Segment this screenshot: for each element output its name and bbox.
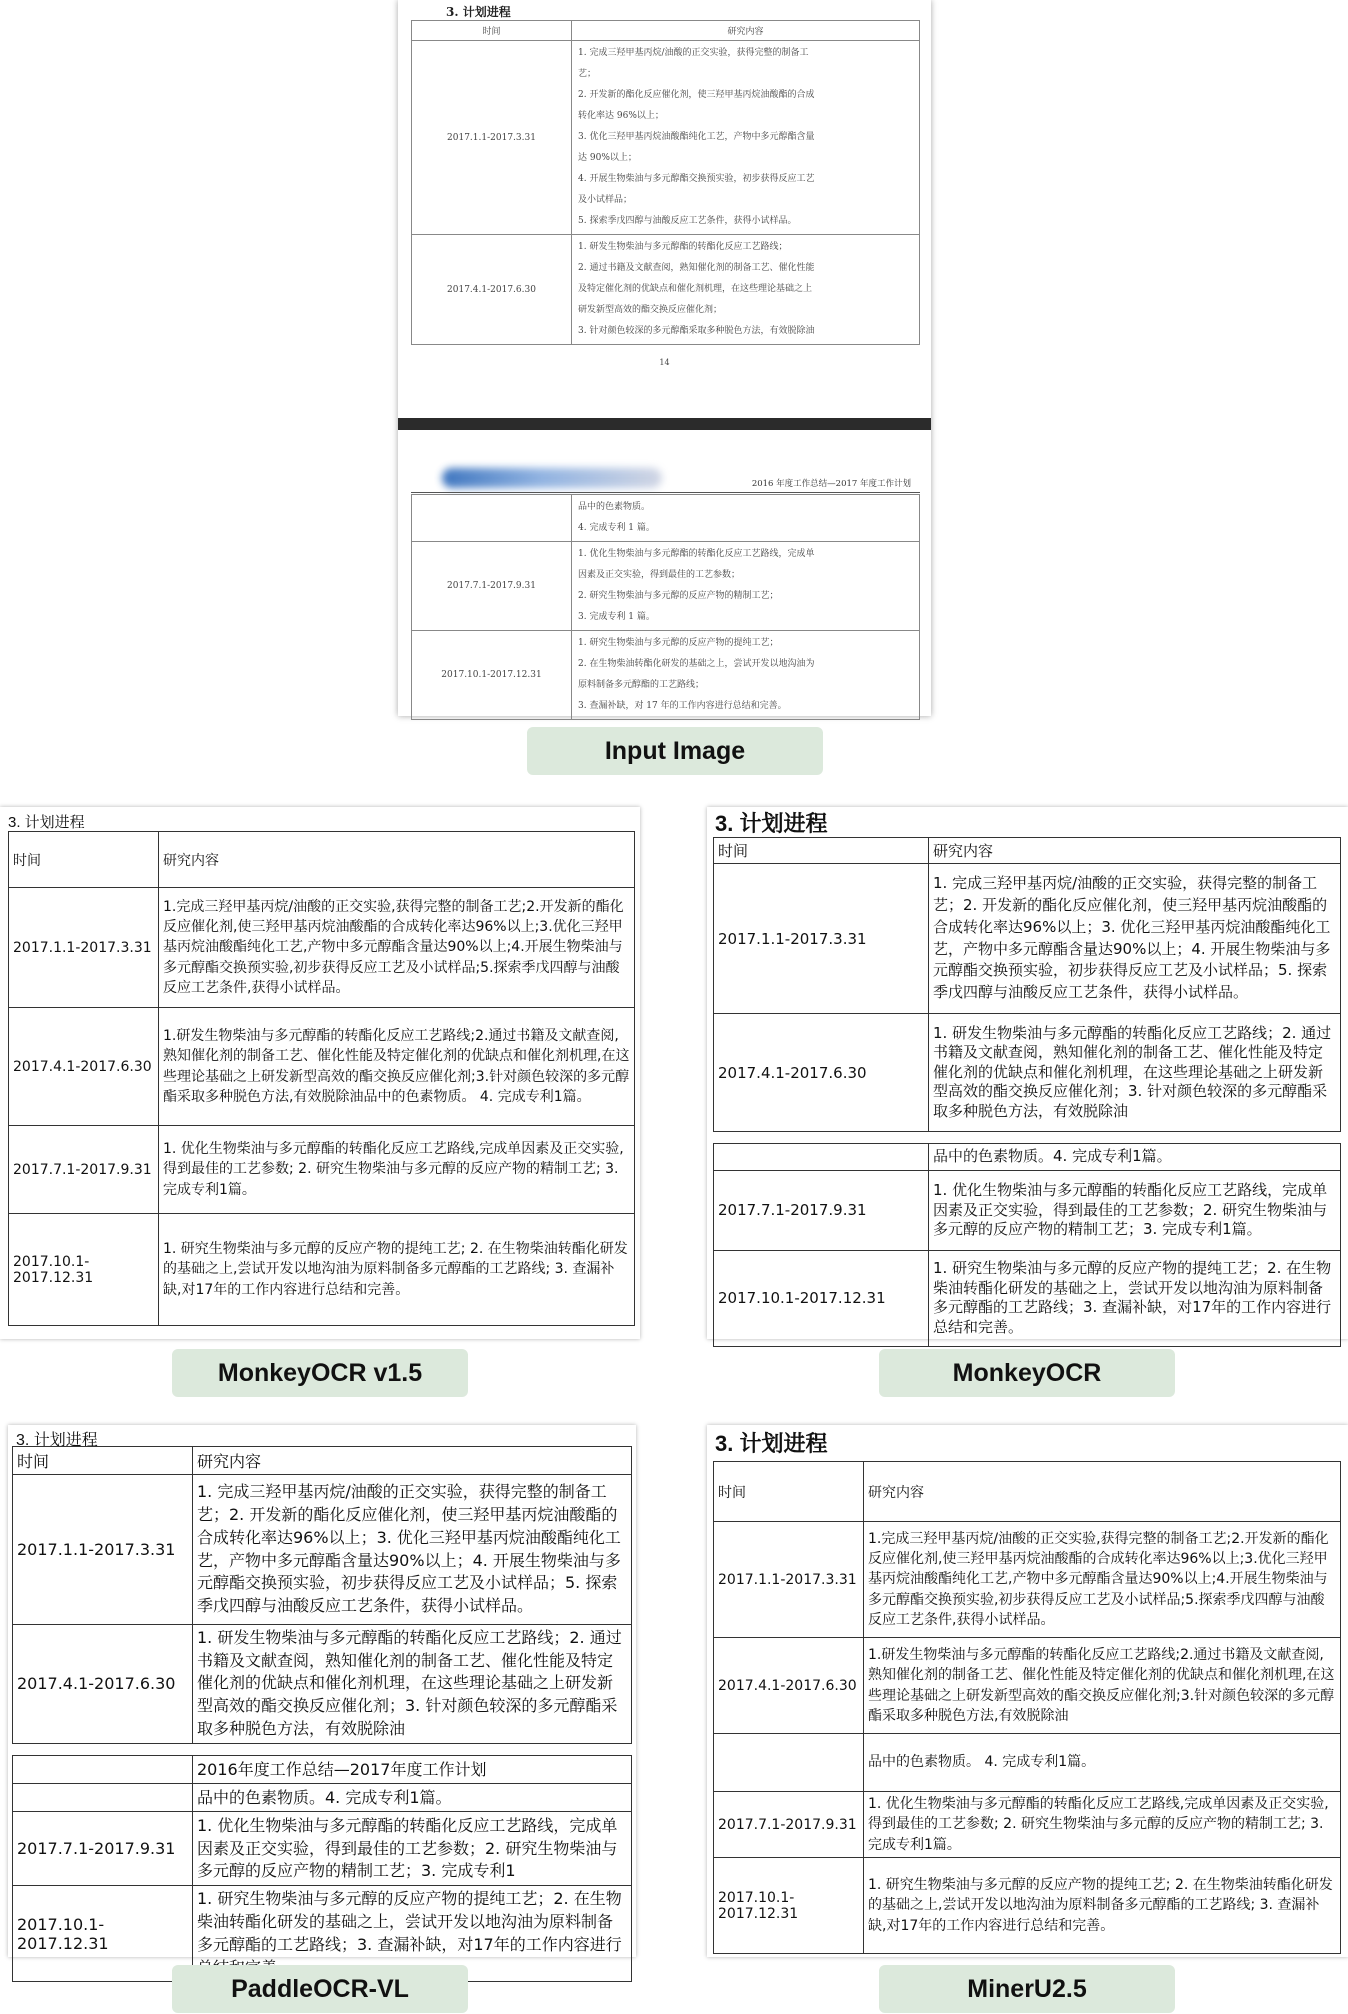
col-time: 时间: [714, 1462, 864, 1522]
scan-time-cell: 2017.7.1-2017.9.31: [412, 542, 572, 631]
col-time: 时间: [13, 1447, 193, 1475]
time-cell: 2017.4.1-2017.6.30: [9, 1008, 159, 1126]
table-row: [13, 1784, 632, 1812]
scan-row: [412, 631, 920, 720]
table-header-row: [714, 838, 1341, 864]
content-cell: 品中的色素物质。 4. 完成专利1篇。: [864, 1734, 1341, 1792]
scan-col-time: 时间: [412, 21, 572, 41]
time-cell: 2017.1.1-2017.3.31: [714, 864, 929, 1014]
time-cell: 2017.1.1-2017.3.31: [13, 1475, 193, 1625]
content-cell: 品中的色素物质。4. 完成专利1篇。: [193, 1784, 632, 1812]
panel-monkeyocr: [707, 807, 1348, 1339]
scan-text-line: 1. 研发生物柴油与多元醇酯的转酯化反应工艺路线；: [578, 242, 788, 252]
content-cell: 1. 研究生物柴油与多元醇的反应产物的提纯工艺; 2. 在生物柴油转酯化研发的基础之上,尝试开发以地沟油为原料制备多元醇酯的工艺路线; 3. 查漏补缺,对17年的工作内容进行总结和完善。: [159, 1214, 635, 1326]
panel-mineru25: [707, 1425, 1348, 1957]
label-monkeyocr: MonkeyOCR: [879, 1349, 1175, 1397]
scan-content-cell: [572, 41, 920, 235]
scan-time-cell: 2017.4.1-2017.6.30: [412, 235, 572, 345]
table-row: [714, 1522, 1341, 1638]
scan-header-row: [412, 21, 920, 41]
content-cell: 1.研发生物柴油与多元醇酯的转酯化反应工艺路线;2.通过书籍及文献查阅,熟知催化剂的制备工艺、催化性能及特定催化剂的优缺点和催化剂机理,在这些理论基础之上研发新型高效的酯交换反应催化剂;3.针对颜色较深的多元醇酯采取多种脱色方法,有效脱除油品中的色素物质。 4. 完成专利1篇。: [159, 1008, 635, 1126]
table-header-row: [13, 1447, 632, 1475]
table-row: [9, 1126, 635, 1214]
content-cell: 1. 研究生物柴油与多元醇的反应产物的提纯工艺; 2. 在生物柴油转酯化研发的基础之上,尝试开发以地沟油为原料制备多元醇酯的工艺路线; 3. 查漏补缺,对17年的工作内容进行总结和完善。: [864, 1858, 1341, 1954]
time-cell: 2017.1.1-2017.3.31: [9, 888, 159, 1008]
time-cell: 2017.4.1-2017.6.30: [714, 1638, 864, 1734]
result-table-2: [12, 1755, 632, 1982]
scan-text-line: 3. 完成专利 1 篇。: [578, 612, 655, 622]
table-row: [714, 864, 1341, 1014]
scan-page-1: [398, 0, 931, 416]
scan-row: [412, 495, 920, 542]
table-row: [714, 1858, 1341, 1954]
result-table-2: [713, 1143, 1341, 1347]
content-cell: 1.完成三羟甲基丙烷/油酸的正交实验,获得完整的制备工艺;2.开发新的酯化反应催化剂,使三羟甲基丙烷油酸酯的合成转化率达96%以上;3.优化三羟甲基丙烷油酸酯纯化工艺,产物中多元醇酯含量达90%以上;4.开展生物柴油与多元醇酯交换预实验,初步获得反应工艺及小试样品;5.探索季戊四醇与油酸反应工艺条件,获得小试样品。: [864, 1522, 1341, 1638]
content-cell: 品中的色素物质。4. 完成专利1篇。: [929, 1144, 1341, 1171]
time-cell: 2017.7.1-2017.9.31: [714, 1170, 929, 1250]
scan-content-cell: [572, 631, 920, 720]
content-cell: 1.完成三羟甲基丙烷/油酸的正交实验,获得完整的制备工艺;2.开发新的酯化反应催化剂,使三羟甲基丙烷油酸酯的合成转化率达96%以上;3.优化三羟甲基丙烷油酸酯纯化工艺,产物中多元醇酯含量达90%以上;4.开展生物柴油与多元醇酯交换预实验,初步获得反应工艺及小试样品;5.探索季戊四醇与油酸反应工艺条件,获得小试样品。: [159, 888, 635, 1008]
header-rule: [411, 492, 920, 493]
col-content: 研究内容: [159, 832, 635, 888]
result-table: [713, 1461, 1341, 1954]
time-cell: 2017.7.1-2017.9.31: [714, 1792, 864, 1858]
panel-paddleocr-vl: [8, 1425, 636, 1957]
result-table: [8, 831, 635, 1326]
time-cell: [13, 1784, 193, 1812]
col-content: 研究内容: [193, 1447, 632, 1475]
table-row: [714, 1792, 1341, 1858]
scan-text-line: 4. 完成专利 1 篇。: [578, 523, 655, 533]
panel-monkeyocr-v15: [0, 807, 640, 1339]
scan-row: [412, 542, 920, 631]
scan-text-line: 品中的色素物质。: [578, 502, 651, 512]
scan-text-line: 2. 研究生物柴油与多元醇的反应产物的精制工艺；: [578, 591, 779, 601]
col-time: 时间: [9, 832, 159, 888]
scan-row: [412, 235, 920, 345]
table-row: [714, 1144, 1341, 1171]
input-image: [398, 0, 931, 716]
scan-text-line: 1. 研究生物柴油与多元醇的反应产物的提纯工艺；: [578, 638, 779, 648]
page-divider: [398, 418, 931, 430]
scan-time-cell: 2017.10.1-2017.12.31: [412, 631, 572, 720]
time-cell: 2017.7.1-2017.9.31: [9, 1126, 159, 1214]
table-row: [13, 1475, 632, 1625]
time-cell: 2017.10.1-2017.12.31: [9, 1214, 159, 1326]
label-monkeyocr-v15: MonkeyOCR v1.5: [172, 1349, 468, 1397]
time-cell: 2017.7.1-2017.9.31: [13, 1812, 193, 1886]
panel-title: 3. 计划进程: [8, 814, 85, 831]
content-cell: 1. 完成三羟甲基丙烷/油酸的正交实验，获得完整的制备工艺；2. 开发新的酯化反应催化剂，使三羟甲基丙烷油酸酯的合成转化率达96%以上；3. 优化三羟甲基丙烷油酸酯纯化工艺，产物中多元醇酯含量达90%以上；4. 开展生物柴油与多元醇酯交换预实验，初步获得反应工艺及小试样品；5. 探索季戊四醇与油酸反应工艺条件，获得小试样品。: [929, 864, 1341, 1014]
scan-running-header: 2016 年度工作总结—2017 年度工作计划: [751, 479, 911, 489]
scan-text-line: 1. 完成三羟甲基丙烷/油酸的正交实验，获得完整的制备工: [578, 48, 809, 58]
scan-text-line: 研发新型高效的酯交换反应催化剂；: [578, 305, 723, 315]
time-cell: [714, 1734, 864, 1792]
table-row: [13, 1812, 632, 1886]
label-mineru25: MinerU2.5: [879, 1965, 1175, 2013]
scan-content-cell: [572, 235, 920, 345]
table-row: [714, 1170, 1341, 1250]
scan-text-line: 因素及正交实验，得到最佳的工艺参数；: [578, 570, 741, 580]
col-time: 时间: [714, 838, 929, 864]
scan-text-line: 4. 开展生物柴油与多元醇酯交换预实验，初步获得反应工艺: [578, 174, 815, 184]
table-header-row: [714, 1462, 1341, 1522]
table-row: [9, 888, 635, 1008]
content-cell: 1. 研究生物柴油与多元醇的反应产物的提纯工艺；2. 在生物柴油转酯化研发的基础之上，尝试开发以地沟油为原料制备多元醇酯的工艺路线；3. 查漏补缺，对17年的工作内容进行总结和完善。: [929, 1250, 1341, 1346]
table-row: [9, 1214, 635, 1326]
scan-row: [412, 41, 920, 235]
scan-page-2: [398, 432, 931, 716]
content-cell: 1. 优化生物柴油与多元醇酯的转酯化反应工艺路线，完成单因素及正交实验，得到最佳的工艺参数；2. 研究生物柴油与多元醇的反应产物的精制工艺；3. 完成专利1篇。: [929, 1170, 1341, 1250]
scan-text-line: 达 90%以上；: [578, 153, 637, 163]
label-input-image: Input Image: [527, 727, 823, 775]
time-cell: 2017.10.1-2017.12.31: [714, 1250, 929, 1346]
table-row: [714, 1734, 1341, 1792]
scan-section-title: 3. 计划进程: [446, 5, 511, 19]
time-cell: 2017.4.1-2017.6.30: [13, 1625, 193, 1744]
content-cell: 1. 优化生物柴油与多元醇酯的转酯化反应工艺路线,完成单因素及正交实验,得到最佳的工艺参数; 2. 研究生物柴油与多元醇的反应产物的精制工艺; 3. 完成专利1篇。: [864, 1792, 1341, 1858]
scan-col-content: 研究内容: [572, 21, 920, 41]
scan-text-line: 2. 开发新的酯化反应催化剂，使三羟甲基丙烷油酸酯的合成: [578, 90, 815, 100]
content-cell: 1. 研发生物柴油与多元醇酯的转酯化反应工艺路线；2. 通过书籍及文献查阅，熟知催化剂的制备工艺、催化性能及特定催化剂的优缺点和催化剂机理，在这些理论基础之上研发新型高效的酯交换反应催化剂；3. 针对颜色较深的多元醇酯采取多种脱色方法，有效脱除油: [193, 1625, 632, 1744]
col-content: 研究内容: [864, 1462, 1341, 1522]
scan-time-cell: 2017.1.1-2017.3.31: [412, 41, 572, 235]
table-row: [714, 1638, 1341, 1734]
scan-table-1: [411, 20, 920, 345]
table-row: [714, 1014, 1341, 1132]
table-row: [13, 1625, 632, 1744]
panel-title: 3. 计划进程: [16, 1432, 98, 1449]
time-cell: 2017.1.1-2017.3.31: [714, 1522, 864, 1638]
scan-content-cell: [572, 495, 920, 542]
scan-text-line: 2. 通过书籍及文献查阅，熟知催化剂的制备工艺、催化性能: [578, 263, 815, 273]
content-cell: 1.研发生物柴油与多元醇酯的转酯化反应工艺路线;2.通过书籍及文献查阅,熟知催化剂的制备工艺、催化性能及特定催化剂的优缺点和催化剂机理,在这些理论基础之上研发新型高效的酯交换反应催化剂;3.针对颜色较深的多元醇酯采取多种脱色方法,有效脱除油: [864, 1638, 1341, 1734]
time-cell: [13, 1756, 193, 1784]
scan-text-line: 1. 优化生物柴油与多元醇酯的转酯化反应工艺路线，完成单: [578, 549, 815, 559]
time-cell: 2017.10.1-2017.12.31: [13, 1886, 193, 1982]
running-header-cell: 2016年度工作总结—2017年度工作计划: [193, 1756, 632, 1784]
scan-page-number: 14: [659, 358, 670, 367]
scan-text-line: 及小试样品；: [578, 195, 633, 205]
content-cell: 1. 优化生物柴油与多元醇酯的转酯化反应工艺路线，完成单因素及正交实验，得到最佳的工艺参数；2. 研究生物柴油与多元醇的反应产物的精制工艺；3. 完成专利1: [193, 1812, 632, 1886]
content-cell: 1. 研究生物柴油与多元醇的反应产物的提纯工艺；2. 在生物柴油转酯化研发的基础之上，尝试开发以地沟油为原料制备多元醇酯的工艺路线；3. 查漏补缺，对17年的工作内容进行: [193, 1886, 632, 1982]
time-cell: [714, 1144, 929, 1171]
scan-table-2: [411, 494, 920, 720]
table-row: [714, 1250, 1341, 1346]
col-content: 研究内容: [929, 838, 1341, 864]
panel-title: 3. 计划进程: [715, 811, 828, 836]
result-table-1: [713, 837, 1341, 1132]
scan-time-cell: [412, 495, 572, 542]
scan-content-cell: [572, 542, 920, 631]
scan-text-line: 艺；: [578, 69, 597, 79]
table-row: [13, 1756, 632, 1784]
scan-text-line: 5. 探索季戊四醇与油酸反应工艺条件，获得小试样品。: [578, 216, 797, 226]
scan-text-line: 2. 在生物柴油转酯化研发的基础之上，尝试开发以地沟油为: [578, 659, 815, 669]
scan-text-line: 及特定催化剂的优缺点和催化剂机理，在这些理论基础之上: [578, 284, 813, 294]
table-header-row: [9, 832, 635, 888]
content-cell: 1. 研发生物柴油与多元醇酯的转酯化反应工艺路线；2. 通过书籍及文献查阅，熟知催化剂的制备工艺、催化性能及特定催化剂的优缺点和催化剂机理，在这些理论基础之上研发新型高效的酯交换反应催化剂；3. 针对颜色较深的多元醇酯采取多种脱色方法，有效脱除油: [929, 1014, 1341, 1132]
scan-text-line: 3. 查漏补缺，对 17 年的工作内容进行总结和完善。: [578, 701, 787, 711]
panel-title: 3. 计划进程: [715, 1431, 828, 1456]
content-cell: 1. 优化生物柴油与多元醇酯的转酯化反应工艺路线,完成单因素及正交实验,得到最佳的工艺参数; 2. 研究生物柴油与多元醇的反应产物的精制工艺; 3. 完成专利1篇。: [159, 1126, 635, 1214]
table-row: [9, 1008, 635, 1126]
scan-text-line: 3. 优化三羟甲基丙烷油酸酯纯化工艺，产物中多元醇酯含量: [578, 132, 815, 142]
result-table-1: [12, 1446, 632, 1744]
blurred-logo: [442, 468, 662, 488]
time-cell: 2017.10.1-2017.12.31: [714, 1858, 864, 1954]
label-paddleocr-vl: PaddleOCR-VL: [172, 1965, 468, 2013]
content-cell: 1. 完成三羟甲基丙烷/油酸的正交实验，获得完整的制备工艺；2. 开发新的酯化反应催化剂，使三羟甲基丙烷油酸酯的合成转化率达96%以上；3. 优化三羟甲基丙烷油酸酯纯化工艺，产物中多元醇酯含量达90%以上；4. 开展生物柴油与多元醇酯交换预实验，初步获得反应工艺及小试样品；5. 探索季戊四醇与油酸反应工艺条件，获得小试样品。: [193, 1475, 632, 1625]
scan-text-line: 3. 针对颜色较深的多元醇酯采取多种脱色方法，有效脱除油: [578, 326, 815, 336]
scan-text-line: 原料制备多元醇酯的工艺路线；: [578, 680, 705, 690]
scan-text-line: 转化率达 96%以上；: [578, 111, 664, 121]
time-cell: 2017.4.1-2017.6.30: [714, 1014, 929, 1132]
